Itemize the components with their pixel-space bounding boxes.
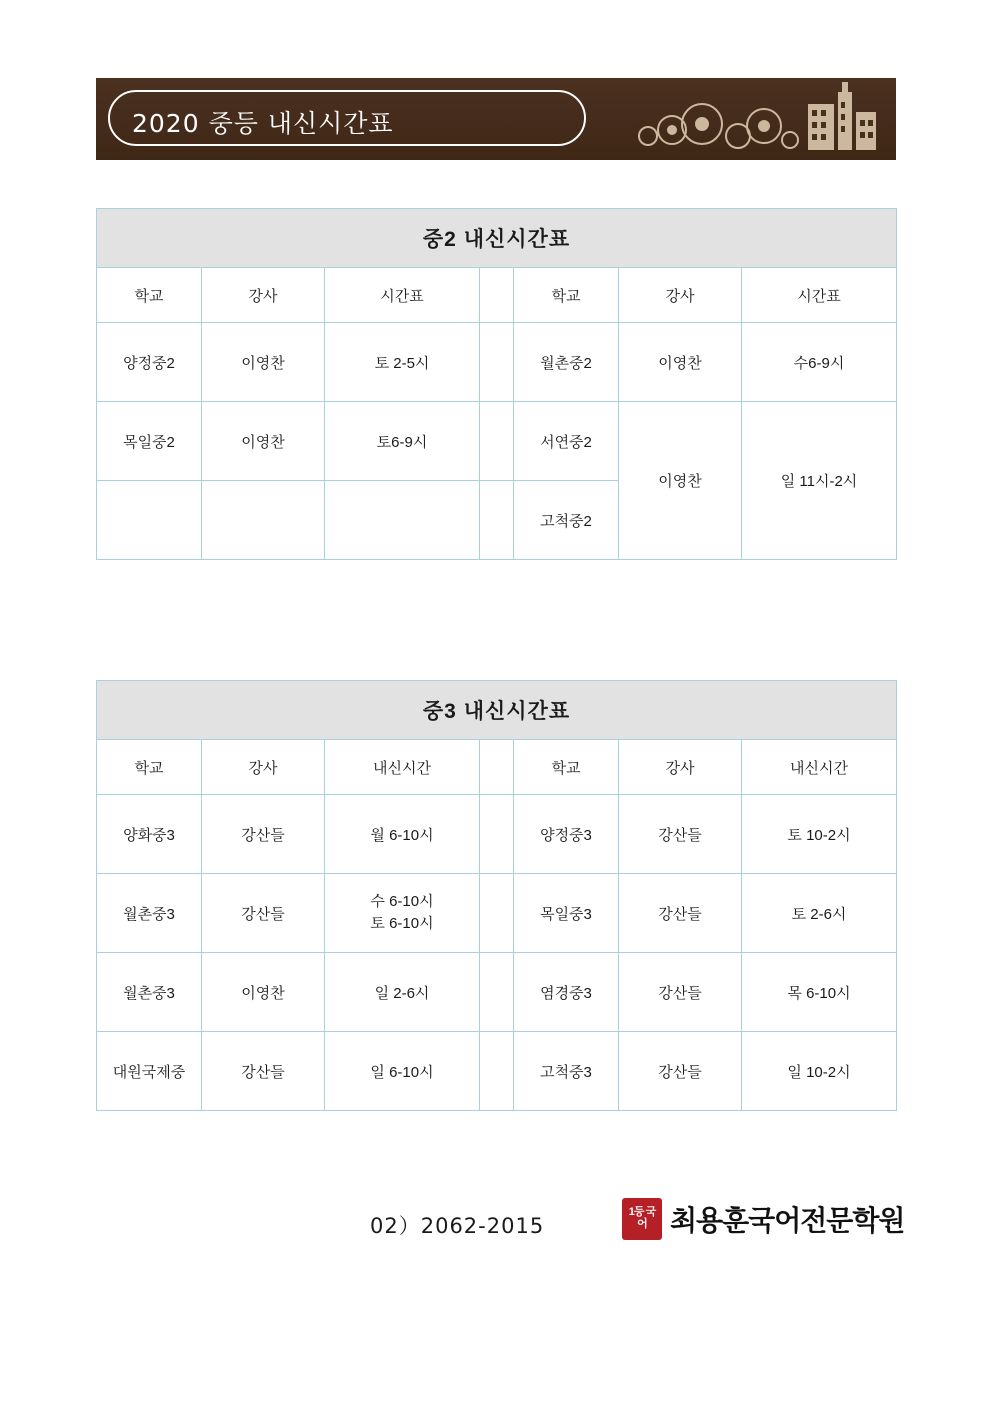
column-header-teacher-right: 강사: [619, 268, 742, 323]
cell-school: 양정중3: [514, 795, 619, 874]
cell-school: 월촌중3: [97, 953, 202, 1032]
table-row: [97, 1032, 897, 1111]
cell-teacher-merged: 이영찬: [619, 402, 742, 560]
cell-teacher: 강산들: [619, 795, 742, 874]
page-title: 2020 중등 내신시간표: [132, 109, 394, 138]
timetable-grade3: [96, 680, 897, 1111]
cell-time-merged: 일 11시-2시: [742, 402, 897, 560]
decorative-gears-artwork: [630, 78, 890, 160]
column-header-time-left: 시간표: [325, 268, 480, 323]
row-spacer: [480, 1032, 514, 1111]
cell-time: 수 6-10시 토 6-10시: [325, 874, 480, 953]
cell-teacher: 강산들: [202, 1032, 325, 1111]
column-header-teacher-left: 강사: [202, 740, 325, 795]
cell-teacher: 이영찬: [202, 953, 325, 1032]
footer: [0, 1196, 992, 1266]
cell-school: 목일중2: [97, 402, 202, 481]
column-header-teacher-left: 강사: [202, 268, 325, 323]
column-header-school-right: 학교: [514, 740, 619, 795]
row-spacer: [480, 953, 514, 1032]
cell-teacher: 강산들: [619, 953, 742, 1032]
cell-school: 양화중3: [97, 795, 202, 874]
timetable-grade2: [96, 208, 897, 560]
cell-time: 목 6-10시: [742, 953, 897, 1032]
cell-time: 수6-9시: [742, 323, 897, 402]
cell-time: 일 10-2시: [742, 1032, 897, 1111]
header-banner: [96, 78, 896, 160]
phone-number: 02）2062-2015: [370, 1214, 545, 1238]
column-spacer: [480, 740, 514, 795]
column-header-time-right: 시간표: [742, 268, 897, 323]
table-header-row: [97, 740, 897, 795]
academy-name: 최용훈국어전문학원: [670, 1205, 905, 1236]
table-caption: 중2 내신시간표: [97, 209, 897, 268]
table-row: [97, 953, 897, 1032]
cell-time: 토 2-5시: [325, 323, 480, 402]
column-spacer: [480, 268, 514, 323]
cell-teacher: 이영찬: [202, 323, 325, 402]
cell-time: 토 10-2시: [742, 795, 897, 874]
table-row: [97, 402, 897, 481]
cell-time: 월 6-10시: [325, 795, 480, 874]
cell-teacher: 이영찬: [202, 402, 325, 481]
row-spacer: [480, 795, 514, 874]
row-spacer: [480, 481, 514, 560]
cell-school: 목일중3: [514, 874, 619, 953]
cell-school: 서연중2: [514, 402, 619, 481]
cell-school: 고척중3: [514, 1032, 619, 1111]
row-spacer: [480, 874, 514, 953]
cell-teacher-empty: [202, 481, 325, 560]
row-spacer: [480, 323, 514, 402]
table-row: [97, 323, 897, 402]
cell-time: 토6-9시: [325, 402, 480, 481]
cell-time-empty: [325, 481, 480, 560]
table-caption: 중3 내신시간표: [97, 681, 897, 740]
cell-teacher: 이영찬: [619, 323, 742, 402]
cell-school-empty: [97, 481, 202, 560]
cell-school: 염경중3: [514, 953, 619, 1032]
column-header-school-left: 학교: [97, 268, 202, 323]
cell-time: 일 2-6시: [325, 953, 480, 1032]
cell-teacher: 강산들: [202, 874, 325, 953]
cell-time: 토 2-6시: [742, 874, 897, 953]
table-row: [97, 795, 897, 874]
cell-time: 일 6-10시: [325, 1032, 480, 1111]
cell-school: 월촌중2: [514, 323, 619, 402]
column-header-school-right: 학교: [514, 268, 619, 323]
cell-school: 대원국제중: [97, 1032, 202, 1111]
cell-teacher: 강산들: [619, 874, 742, 953]
column-header-time-left: 내신시간: [325, 740, 480, 795]
cell-school: 월촌중3: [97, 874, 202, 953]
row-spacer: [480, 402, 514, 481]
column-header-time-right: 내신시간: [742, 740, 897, 795]
column-header-school-left: 학교: [97, 740, 202, 795]
cell-teacher: 강산들: [202, 795, 325, 874]
column-header-teacher-right: 강사: [619, 740, 742, 795]
academy-logo: [622, 1198, 904, 1240]
stamp-icon: 1등 국어: [622, 1198, 662, 1240]
cell-school: 양정중2: [97, 323, 202, 402]
cell-teacher: 강산들: [619, 1032, 742, 1111]
cell-school: 고척중2: [514, 481, 619, 560]
table-header-row: [97, 268, 897, 323]
table-row: [97, 874, 897, 953]
